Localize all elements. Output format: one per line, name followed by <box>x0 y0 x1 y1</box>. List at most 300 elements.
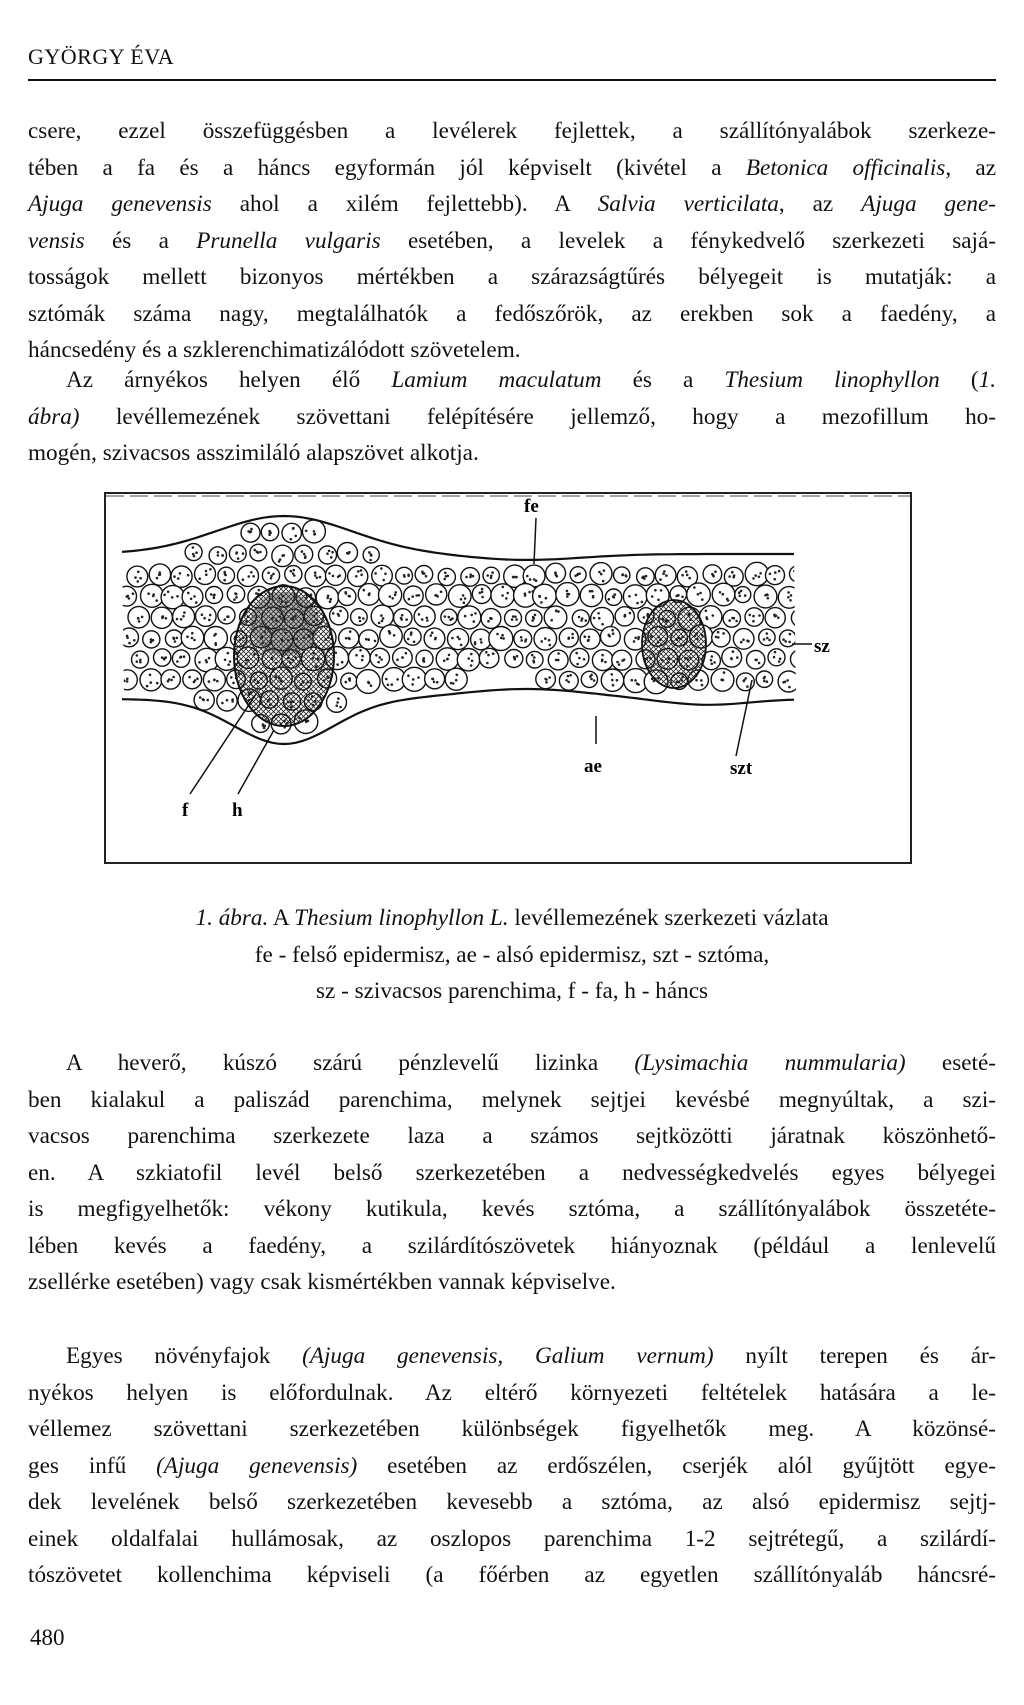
chloroplast-dot <box>544 678 547 681</box>
chloroplast-dot <box>758 576 761 579</box>
chloroplast-dot <box>391 597 394 600</box>
chloroplast-dot <box>156 682 159 685</box>
chloroplast-dot <box>501 594 504 597</box>
chloroplast-dot <box>193 681 196 684</box>
chloroplast-dot <box>492 652 495 655</box>
chloroplast-dot <box>396 678 399 681</box>
chloroplast-dot <box>601 623 604 626</box>
chloroplast-dot <box>567 681 570 684</box>
chloroplast-dot <box>545 681 548 684</box>
chloroplast-dot <box>187 592 190 595</box>
chloroplast-dot <box>167 680 170 683</box>
chloroplast-dot <box>381 620 384 623</box>
chloroplast-dot <box>726 598 729 601</box>
chloroplast-dot <box>722 593 725 596</box>
chloroplast-dot <box>370 684 373 687</box>
chloroplast-dot <box>205 661 208 664</box>
chloroplast-dot <box>126 678 129 681</box>
chloroplast-dot <box>236 551 239 554</box>
chloroplast-dot <box>569 674 572 677</box>
chloroplast-dot <box>446 658 449 661</box>
chloroplast-dot <box>304 556 307 559</box>
chloroplast-dot <box>337 697 340 700</box>
chloroplast-dot <box>176 595 179 598</box>
chloroplast-dot <box>137 580 140 583</box>
chloroplast-dot <box>349 630 352 633</box>
chloroplast-dot <box>400 617 403 620</box>
text-line: dek levelének belső szerkezetében kevesebb a sztóma, az alsó epidermisz sejtj- <box>28 1489 996 1515</box>
parenchyma-cell <box>380 625 403 648</box>
chloroplast-dot <box>136 660 139 663</box>
chloroplast-dot <box>686 574 689 577</box>
chloroplast-dot <box>566 595 569 598</box>
chloroplast-dot <box>203 617 206 620</box>
chloroplast-dot <box>195 551 198 554</box>
chloroplast-dot <box>534 614 537 617</box>
chloroplast-dot <box>654 589 657 592</box>
chloroplast-dot <box>456 674 459 677</box>
chloroplast-dot <box>262 724 265 727</box>
chloroplast-dot <box>214 633 217 636</box>
chloroplast-dot <box>293 569 296 572</box>
chloroplast-dot <box>328 550 331 553</box>
chloroplast-dot <box>728 619 731 622</box>
chloroplast-dot <box>231 698 234 701</box>
chloroplast-dot <box>248 575 251 578</box>
chloroplast-dot <box>470 614 473 617</box>
chloroplast-dot <box>201 613 204 616</box>
chloroplast-dot <box>451 617 454 620</box>
chloroplast-dot <box>730 657 733 660</box>
parenchyma-cell <box>404 628 421 645</box>
chloroplast-dot <box>566 590 569 593</box>
chloroplast-dot <box>545 597 548 600</box>
chloroplast-dot <box>281 554 284 557</box>
chloroplast-dot <box>502 637 505 640</box>
text-line: tében a fa és a háncs egyformán jól képviselt (kivétel a Betonica officinalis, az <box>28 154 996 181</box>
caption-line-2: fe - felső epidermisz, ae - alsó epidermisz, szt - sztóma, <box>254 941 770 968</box>
chloroplast-dot <box>618 663 621 666</box>
chloroplast-dot <box>137 617 140 620</box>
chloroplast-dot <box>232 682 235 685</box>
chloroplast-dot <box>550 619 553 622</box>
chloroplast-dot <box>258 589 261 592</box>
chloroplast-dot <box>532 616 535 619</box>
chloroplast-dot <box>462 594 465 597</box>
chloroplast-dot <box>590 678 593 681</box>
chloroplast-dot <box>161 617 164 620</box>
chloroplast-dot <box>408 598 411 601</box>
chloroplast-dot <box>613 596 616 599</box>
chloroplast-dot <box>237 557 240 560</box>
chloroplast-dot <box>464 597 467 600</box>
chloroplast-dot <box>361 659 364 662</box>
chloroplast-dot <box>514 615 517 618</box>
chloroplast-dot <box>378 622 381 625</box>
chloroplast-dot <box>788 686 791 689</box>
chloroplast-dot <box>779 657 782 660</box>
chloroplast-dot <box>330 556 333 559</box>
chloroplast-dot <box>170 679 173 682</box>
chloroplast-dot <box>790 594 793 597</box>
chloroplast-dot <box>147 592 150 595</box>
chloroplast-dot <box>235 596 238 599</box>
chloroplast-dot <box>389 595 392 598</box>
chloroplast-dot <box>139 661 142 664</box>
chloroplast-dot <box>798 616 801 619</box>
chloroplast-dot <box>769 573 772 576</box>
chloroplast-dot <box>208 680 211 683</box>
chloroplast-dot <box>479 592 482 595</box>
chloroplast-dot <box>394 594 397 597</box>
chloroplast-dot <box>575 652 578 655</box>
text-line: háncsedény és a szklerenchimatizálódott szövetelem. <box>28 337 521 363</box>
chloroplast-dot <box>657 599 660 602</box>
text-line: mogén, szivacsos asszimiláló alapszövet alkotja. <box>28 440 479 466</box>
chloroplast-dot <box>585 619 588 622</box>
chloroplast-dot <box>738 591 741 594</box>
chloroplast-dot <box>407 674 410 677</box>
chloroplast-dot <box>229 660 232 663</box>
parenchyma-cell <box>735 587 751 603</box>
chloroplast-dot <box>445 575 448 578</box>
chloroplast-dot <box>520 639 523 642</box>
chloroplast-dot <box>645 575 648 578</box>
parenchyma-cell <box>414 606 435 627</box>
chloroplast-dot <box>460 598 463 601</box>
text-line: ábra) levéllemezének szövettani felépítésére jellemző, hogy a mezofillum ho- <box>28 403 996 430</box>
page-number: 480 <box>30 1625 65 1650</box>
chloroplast-dot <box>250 528 253 531</box>
chloroplast-dot <box>612 684 615 687</box>
chloroplast-dot <box>712 575 715 578</box>
xylem-area <box>250 592 318 656</box>
chloroplast-dot <box>290 538 293 541</box>
chloroplast-dot <box>344 591 347 594</box>
chloroplast-dot <box>270 575 273 578</box>
parenchyma-cell <box>348 566 368 586</box>
chloroplast-dot <box>163 658 166 661</box>
chloroplast-dot <box>576 663 579 666</box>
chloroplast-dot <box>634 637 637 640</box>
chloroplast-dot <box>713 661 716 664</box>
chloroplast-dot <box>589 590 592 593</box>
chloroplast-dot <box>524 594 527 597</box>
chloroplast-dot <box>464 615 467 618</box>
parenchyma-cell <box>458 606 481 629</box>
chloroplast-dot <box>443 659 446 662</box>
chloroplast-dot <box>338 574 341 577</box>
chloroplast-dot <box>773 656 776 659</box>
chloroplast-dot <box>410 633 413 636</box>
chloroplast-dot <box>407 638 410 641</box>
chloroplast-dot <box>784 640 787 643</box>
text-line: en. A szkiatofil levél belső szerkezetében a nedvességkedvelés egyes bélyegei <box>28 1159 996 1186</box>
chloroplast-dot <box>418 594 421 597</box>
chloroplast-dot <box>793 570 796 573</box>
chloroplast-dot <box>407 574 410 577</box>
chloroplast-dot <box>706 618 709 621</box>
chloroplast-dot <box>803 657 806 660</box>
caption-line-3: sz - szivacsos parenchima, f - fa, h - háncs <box>315 978 709 1004</box>
chloroplast-dot <box>198 661 201 664</box>
parenchyma-cell <box>218 607 235 624</box>
chloroplast-dot <box>752 615 755 618</box>
chloroplast-dot <box>598 617 601 620</box>
chloroplast-dot <box>485 651 488 654</box>
chloroplast-dot <box>249 531 252 534</box>
parenchyma-cell <box>326 565 346 585</box>
chloroplast-dot <box>598 571 601 574</box>
chloroplast-dot <box>234 592 237 595</box>
chloroplast-dot <box>380 614 383 617</box>
chloroplast-dot <box>597 612 600 615</box>
chloroplast-dot <box>634 679 637 682</box>
chloroplast-dot <box>681 574 684 577</box>
chloroplast-dot <box>177 577 180 580</box>
chloroplast-dot <box>700 679 703 682</box>
chloroplast-dot <box>612 632 615 635</box>
chloroplast-dot <box>443 578 446 581</box>
parenchyma-cell <box>479 648 499 668</box>
chloroplast-dot <box>766 632 769 635</box>
chloroplast-dot <box>490 617 493 620</box>
chloroplast-dot <box>359 620 362 623</box>
parenchyma-cell <box>580 584 602 606</box>
running-head: GYÖRGY ÉVA <box>28 44 175 69</box>
chloroplast-dot <box>199 696 202 699</box>
parenchyma-cell <box>141 584 164 607</box>
chloroplast-dot <box>715 636 718 639</box>
chloroplast-dot <box>367 638 370 641</box>
chloroplast-dot <box>701 598 704 601</box>
chloroplast-dot <box>433 681 436 684</box>
chloroplast-dot <box>487 620 490 623</box>
chloroplast-dot <box>331 551 334 554</box>
chloroplast-dot <box>313 530 316 533</box>
chloroplast-dot <box>796 620 799 623</box>
chloroplast-dot <box>754 659 757 662</box>
chloroplast-dot <box>378 656 381 659</box>
chloroplast-dot <box>659 578 662 581</box>
chloroplast-dot <box>252 575 255 578</box>
chloroplast-dot <box>663 570 666 573</box>
chloroplast-dot <box>491 571 494 574</box>
chloroplast-dot <box>176 660 179 663</box>
chloroplast-dot <box>401 656 404 659</box>
chloroplast-dot <box>303 553 306 556</box>
chloroplast-dot <box>533 656 536 659</box>
chloroplast-dot <box>766 637 769 640</box>
chloroplast-dot <box>740 590 743 593</box>
chloroplast-dot <box>731 571 734 574</box>
chloroplast-dot <box>217 554 220 557</box>
chloroplast-dot <box>789 633 792 636</box>
chloroplast-dot <box>695 679 698 682</box>
chloroplast-dot <box>448 654 451 657</box>
text-line: Egyes növényfajok (Ajuga genevensis, Galium vernum) nyílt terepen és ár- <box>66 1343 996 1369</box>
chloroplast-dot <box>624 614 627 617</box>
chloroplast-dot <box>210 593 213 596</box>
parenchyma-cell <box>766 566 785 585</box>
chloroplast-dot <box>768 639 771 642</box>
parenchyma-cell <box>623 585 647 609</box>
chloroplast-dot <box>418 613 421 616</box>
chloroplast-dot <box>425 575 428 578</box>
chloroplast-dot <box>361 655 364 658</box>
text-line: vacsos parenchima szerkezete laza a számos sejtközötti járatnak köszönhető- <box>28 1123 996 1149</box>
chloroplast-dot <box>611 629 614 632</box>
chloroplast-dot <box>469 576 472 579</box>
chloroplast-dot <box>593 617 596 620</box>
chloroplast-dot <box>355 654 358 657</box>
chloroplast-dot <box>357 570 360 573</box>
chloroplast-dot <box>202 699 205 702</box>
chloroplast-dot <box>139 659 142 662</box>
chloroplast-dot <box>592 596 595 599</box>
chloroplast-dot <box>581 617 584 620</box>
chloroplast-dot <box>347 637 350 640</box>
parenchyma-cell <box>394 609 412 627</box>
chloroplast-dot <box>500 637 503 640</box>
text-line: Az árnyékos helyen élő Lamium maculatum és a Thesium linophyllon (1. <box>66 367 996 393</box>
chloroplast-dot <box>801 615 804 618</box>
chloroplast-dot <box>149 674 152 677</box>
chloroplast-dot <box>216 680 219 683</box>
chloroplast-dot <box>469 573 472 576</box>
chloroplast-dot <box>474 641 477 644</box>
chloroplast-dot <box>481 596 484 599</box>
chloroplast-dot <box>417 676 420 679</box>
parenchyma-cell <box>526 651 543 668</box>
chloroplast-dot <box>616 661 619 664</box>
chloroplast-dot <box>539 595 542 598</box>
chloroplast-dot <box>435 594 438 597</box>
parenchyma-cell <box>791 650 809 668</box>
chloroplast-dot <box>221 702 224 705</box>
chloroplast-dot <box>179 572 182 575</box>
parenchyma-cell <box>505 610 522 627</box>
chloroplast-dot <box>292 572 295 575</box>
chloroplast-dot <box>588 636 591 639</box>
parenchyma-cell <box>338 588 356 606</box>
chloroplast-dot <box>374 640 377 643</box>
chloroplast-dot <box>548 676 551 679</box>
chloroplast-dot <box>326 552 329 555</box>
chloroplast-dot <box>460 644 463 647</box>
chloroplast-dot <box>434 638 437 641</box>
chloroplast-dot <box>611 673 614 676</box>
chloroplast-dot <box>675 595 678 598</box>
chloroplast-dot <box>182 615 185 618</box>
chloroplast-dot <box>651 595 654 598</box>
chloroplast-dot <box>221 554 224 557</box>
chloroplast-dot <box>515 618 518 621</box>
chloroplast-dot <box>173 637 176 640</box>
chloroplast-dot <box>450 682 453 685</box>
chloroplast-dot <box>224 574 227 577</box>
chloroplast-dot <box>625 574 628 577</box>
parenchyma-cells <box>117 520 809 734</box>
chloroplast-dot <box>490 575 493 578</box>
chloroplast-dot <box>134 576 137 579</box>
parenchyma-cell <box>544 606 567 629</box>
chloroplast-dot <box>205 570 208 573</box>
chloroplast-dot <box>176 637 179 640</box>
chloroplast-dot <box>389 631 392 634</box>
chloroplast-dot <box>137 571 140 574</box>
chloroplast-dot <box>629 612 632 615</box>
chloroplast-dot <box>540 640 543 643</box>
chloroplast-dot <box>198 577 201 580</box>
chloroplast-dot <box>548 639 551 642</box>
chloroplast-dot <box>403 574 406 577</box>
chloroplast-dot <box>733 617 736 620</box>
chloroplast-dot <box>377 661 380 664</box>
text-line: sztómák száma nagy, megtalálhatók a fedőszőrök, az erekben sok a faedény, a <box>28 300 996 327</box>
chloroplast-dot <box>224 659 227 662</box>
chloroplast-dot <box>155 599 158 602</box>
chloroplast-dot <box>501 634 504 637</box>
chloroplast-dot <box>133 639 136 642</box>
chloroplast-dot <box>526 575 529 578</box>
chloroplast-dot <box>158 574 161 577</box>
chloroplast-dot <box>722 632 725 635</box>
chloroplast-dot <box>766 680 769 683</box>
text-line: einek oldalfalai hullámosak, az oszlopos parenchima 1-2 sejtrétegű, a szilárdí- <box>28 1525 996 1552</box>
chloroplast-dot <box>633 640 636 643</box>
chloroplast-dot <box>758 662 761 665</box>
parenchyma-cell <box>572 610 589 627</box>
chloroplast-dot <box>368 682 371 685</box>
chloroplast-dot <box>165 617 168 620</box>
parenchyma-cell <box>196 606 217 627</box>
chloroplast-dot <box>223 571 226 574</box>
chloroplast-dot <box>735 620 738 623</box>
chloroplast-dot <box>752 620 755 623</box>
chloroplast-dot <box>481 591 484 594</box>
text-line: Ajuga genevensis ahol a xilém fejlettebb). A Salvia verticilata, az Ajuga gene- <box>28 191 996 217</box>
chloroplast-dot <box>795 572 798 575</box>
chloroplast-dot <box>195 601 198 604</box>
chloroplast-dot <box>631 679 634 682</box>
chloroplast-dot <box>738 595 741 598</box>
parenchyma-cell <box>765 608 785 628</box>
parenchyma-cell <box>140 669 162 691</box>
chloroplast-dot <box>719 591 722 594</box>
chloroplast-dot <box>481 588 484 591</box>
chloroplast-dot <box>502 586 505 589</box>
chloroplast-dot <box>555 610 558 613</box>
chloroplast-dot <box>567 637 570 640</box>
chloroplast-dot <box>763 676 766 679</box>
chloroplast-dot <box>385 678 388 681</box>
label-szt: szt <box>730 758 753 779</box>
chloroplast-dot <box>174 640 177 643</box>
chloroplast-dot <box>358 616 361 619</box>
chloroplast-dot <box>393 634 396 637</box>
chloroplast-dot <box>161 656 164 659</box>
chloroplast-dot <box>688 577 691 580</box>
text-line: is megfigyelhetők: vékony kutikula, kevés sztóma, a szállítónyalábok összetéte- <box>28 1196 996 1222</box>
chloroplast-dot <box>799 618 802 621</box>
text-line: ben kialakul a paliszád parenchima, melynek sejtjei kevésbé megnyúltak, a szi- <box>28 1086 996 1113</box>
parenchyma-cell <box>379 583 402 606</box>
chloroplast-dot <box>723 671 726 674</box>
parenchyma-cell <box>204 627 227 650</box>
chloroplast-dot <box>622 573 625 576</box>
chloroplast-dot <box>230 676 233 679</box>
